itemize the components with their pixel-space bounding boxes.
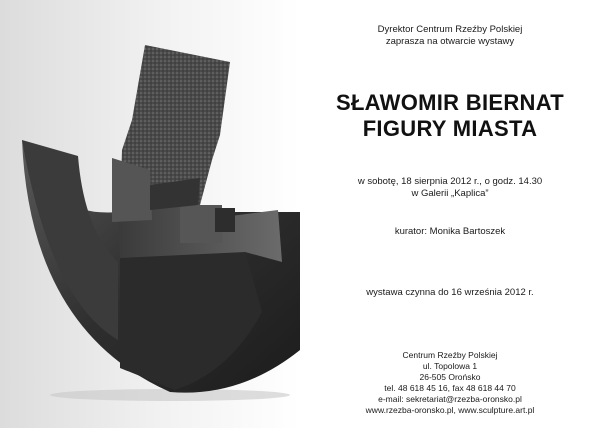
contact-web: www.rzezba-oronsko.pl, www.sculpture.art.pl	[365, 405, 535, 415]
contact-email: e-mail: sekretariat@rzezba-oronsko.pl	[378, 394, 522, 404]
contact-phone: tel. 48 618 45 16, fax 48 618 44 70	[384, 383, 516, 393]
duration-line: wystawa czynna do 16 września 2012 r.	[366, 287, 534, 298]
contact-city: 26-505 Orońsko	[419, 372, 481, 382]
date-line: w sobotę, 18 sierpnia 2012 r., o godz. 14.30	[357, 176, 543, 187]
venue-line: w Galerii „Kaplica”	[411, 188, 489, 199]
artist-name: SŁAWOMIR BIERNAT	[335, 90, 565, 115]
invite-line: zaprasza na otwarcie wystawy	[385, 36, 515, 47]
invitation-text	[300, 0, 600, 428]
exhibition-title: FIGURY MIASTA	[362, 116, 538, 141]
contact-street: ul. Topolowa 1	[422, 361, 478, 371]
contact-org: Centrum Rzeźby Polskiej	[402, 350, 498, 360]
host-line: Dyrektor Centrum Rzeźby Polskiej	[377, 24, 523, 35]
curator-line: kurator: Monika Bartoszek	[394, 226, 506, 237]
